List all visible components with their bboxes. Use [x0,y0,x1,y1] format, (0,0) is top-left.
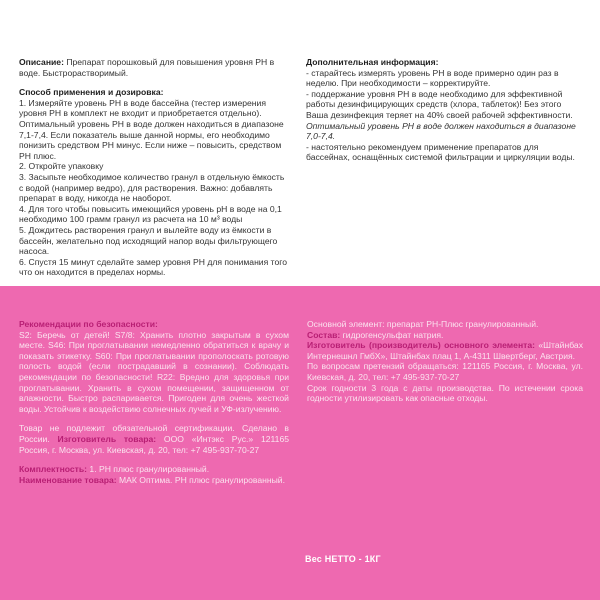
usage-column [19,57,290,278]
additional-info-part2: - настоятельно рекомендуем применение препаратов для бассейнах, оснащённых системой фильтрации и циркуляции воды. [306,141,575,163]
net-weight: Вес НЕТТО - 1КГ [305,554,381,564]
composition-paragraph [307,330,583,341]
product-name-label: Наименование товара: [19,474,117,485]
description-label: Описание: [19,57,64,67]
composition-label: Состав: [307,329,341,340]
certification-paragraph [19,423,289,455]
main-element-text: Основной элемент: препарат PH-Плюс гранулированный. [307,319,539,329]
safety-heading: Рекомендации по безопасности: [19,319,158,329]
additional-info-heading: Дополнительная информация: [306,57,439,67]
additional-info-part1: - старайтесь измерять уровень PH в воде примерно один раз в неделю. При необходимости – корректируйте. - поддержание уровня PH в воде необходимо для эффективной работы дезинфицирующих средств (хлора, таблеток)! Без этого Ваша дезинфекция теряет на 40% своей рабочей эффективности. [306,67,573,120]
composition-column [307,319,583,404]
optimal-ph-note: Оптимальный уровень PH в воде должен находиться в диапазоне 7,0-7,4. [306,120,576,142]
manufacturer-label: Изготовитель (производитель) основного элемента: [307,340,535,351]
usage-steps: 1. Измеряйте уровень PH в воде бассейна (тестер измерения уровня PH в комплект не входит и приобретается отдельно). Оптимальный уровень PH в воде должен находиться в диапазоне 7,1-7,4. Если показатель выше данной нормы, его необходимо понизить средством PH минус. Если ниже – повысить, средством PH плюс. 2. Откройте упаковку 3. Засыпьте необходимое количество гранул в отдельную ёмкость с водой (например ведро), для растворения. Важно: добавлять препарат в воду, никогда не наоборот. 4. Для того чтобы повысить имеющийся уровень pH в воде на 0,1 необходимо 100 грамм гранул из расчета на 10 м³ воды 5. Дождитесь растворения гранул и вылейте воду из ёмкости в бассейн, желательно под исходящий напор воды фильтрующего насоса. 6. Спустя 15 минут сделайте замер уровня PH для понимания того что он находится в пределах нормы. [19,97,287,278]
certification-text: Товар не подлежит обязательной сертификации. Сделано в России. [19,423,289,444]
kit-label: Комплектность: [19,464,88,475]
additional-info-column [306,57,582,163]
label-section [0,286,600,600]
safety-column [19,319,289,485]
claims-text: По вопросам претензий обращаться: 121165 Россия, г. Москва, ул. Киевская, д. 20, тел: +7 495-937-70-27 Срок годности 3 года с даты производства. По истечении срока годности утилизировать как опасные отходы. [307,361,583,404]
kit-text: 1. PH плюс гранулированный. [87,464,210,475]
producer-label: Изготовитель товара: [57,433,157,444]
usage-heading: Способ применения и дозировка: [19,87,164,98]
product-name-text: МАК Оптима. PH плюс гранулированный. [116,474,285,485]
manufacturer-text: «Штайнбах Интернешнл ГмбХ», Штайнбах плац 1, A-4311 Швертберг, Австрия. [307,340,584,361]
description-paragraph [19,57,290,78]
description-text: Препарат порошковый для повышения уровня PH в воде. Быстрорастворимый. [19,57,275,78]
manufacturer-paragraph [307,340,583,361]
kit-paragraph [19,464,289,475]
composition-text: гидрогенсульфат натрия. [340,329,444,340]
additional-info-text [306,68,582,163]
product-name-paragraph [19,475,289,486]
producer-text: ООО «Интэкс Рус.» 121165 Россия, г. Москва, ул. Киевская, д. 20, тел: +7 495-937-70-27 [19,433,290,455]
safety-text: S2: Беречь от детей! S7/8: Хранить плотно закрытым в сухом месте. S46: При проглатывании немедленно обратиться к врачу и показать этикетку. S60: При проглатывании прополоскать ротовую полость водой (если пострадавший в сознании). Соблюдать рекомендации по безопасности! R22: Вредно для здоровья при проглатывании. Хранить в сухом помещении, защищенном от влажности. Быстро распаривается. Пригоден для очень жесткой воды. Устойчив к воздействию солнечных лучей и УФ-излучению. [19,329,289,414]
instructions-section [0,0,600,286]
